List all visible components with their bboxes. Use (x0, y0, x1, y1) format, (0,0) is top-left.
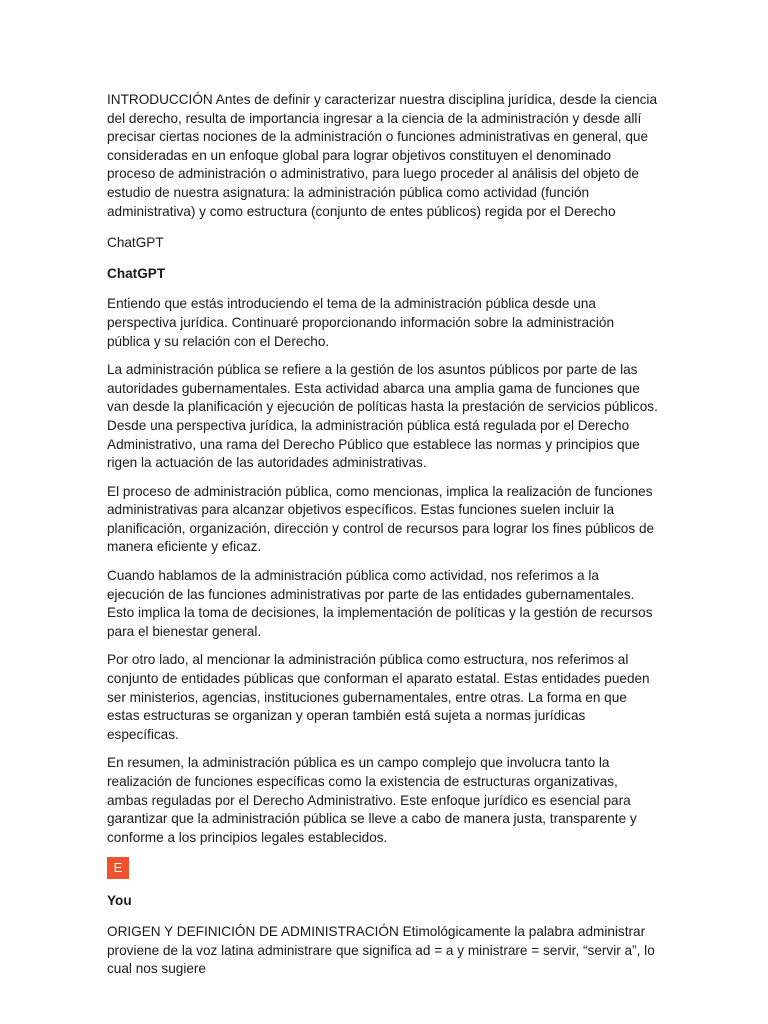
response-paragraph: En resumen, la administración pública es un campo complejo que involucra tanto la realización de funciones específicas como la existencia de estructuras organizativas, ambas reguladas por el Derecho Administrativo. Este enfoque jurídico es esencial para garantizar que la administración pública se lleve a cabo de manera justa, transparente y conforme a los principios legales establecidos. (107, 755, 637, 845)
response-paragraph: La administración pública se refiere a la gestión de los asuntos públicos por parte de las autoridades gubernamentales. Esta actividad abarca una amplia gama de funciones que van desde la planificación y ejecución de políticas hasta la prestación de servicios públicos. Desde una perspectiva jurídica, la administración pública está regulada por el Derecho Administrativo, una rama del Derecho Público que establece las normas y principios que rigen la actuación de las autoridades administrativas. (107, 362, 658, 471)
user-label: You (107, 893, 132, 909)
document-page (107, 91, 659, 989)
response-paragraph: Entiendo que estás introduciendo el tema de la administración pública desde una perspectiva jurídica. Continuaré proporcionando información sobre la administración pública y su relación con el Derecho. (107, 296, 615, 349)
intro-paragraph: INTRODUCCIÓN Antes de definir y caracterizar nuestra disciplina jurídica, desde la ciencia del derecho, resulta de importancia ingresar a la ciencia de la administración y desde allí precisar ciertas nociones de la administración o funciones administrativas en general, que consideradas en un enfoque global para lograr objetivos constituyen el denominado proceso de administración o administrativo, para luego proceder al análisis del objeto de estudio de nuestra asignatura: la administración pública como actividad (función administrativa) y como estructura (conjunto de entes públicos) regida por el Derecho (107, 92, 658, 219)
response-paragraph: Por otro lado, al mencionar la administración pública como estructura, nos referimos al conjunto de entidades públicas que conforman el aparato estatal. Estas entidades pueden ser ministerios, agencias, instituciones gubernamentales, entre otras. La forma en que estas estructuras se organizan y operan también está sujeta a normas jurídicas específicas. (107, 652, 650, 742)
assistant-name-heading: ChatGPT (107, 265, 166, 281)
user-message: ORIGEN Y DEFINICIÓN DE ADMINISTRACIÓN Etimológicamente la palabra administrar proviene de la voz latina administrare que significa ad = a y ministrare = servir, “servir a”, lo cual nos sugiere (107, 923, 655, 977)
response-paragraph: El proceso de administración pública, como mencionas, implica la realización de funciones administrativas para alcanzar objetivos específicos. Estas funciones suelen incluir la planificación, organización, dirección y control de recursos para lograr los fines públicos de manera eficiente y eficaz. (107, 483, 655, 555)
user-avatar: E (107, 857, 129, 879)
assistant-label: ChatGPT (107, 235, 164, 251)
response-paragraph: Cuando hablamos de la administración pública como actividad, nos referimos a la ejecución de las funciones administrativas por parte de las entidades gubernamentales. Esto implica la toma de decisiones, la implementación de políticas y la gestión de recursos para el bienestar general. (107, 568, 653, 639)
